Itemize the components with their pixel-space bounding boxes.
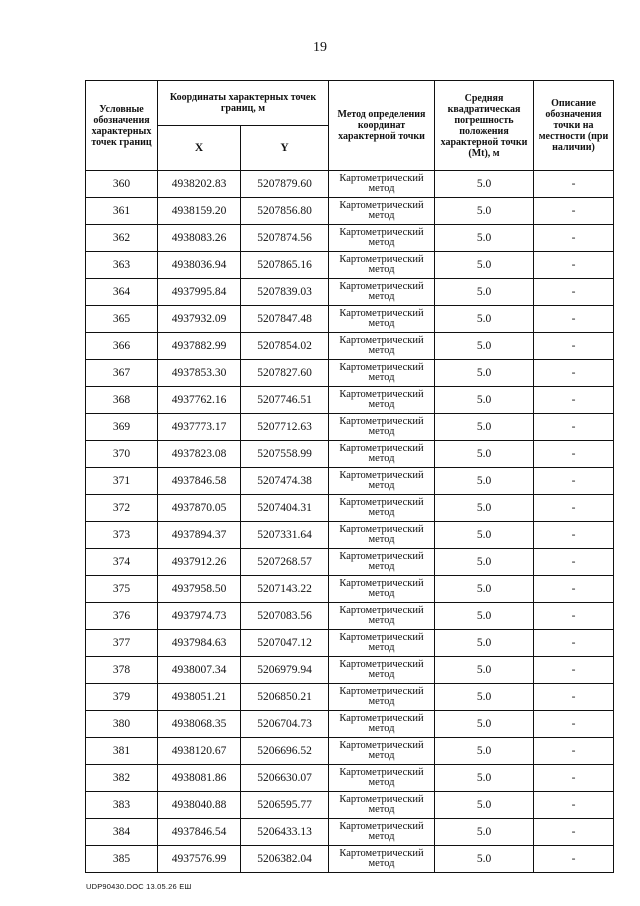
- table-row: [86, 765, 614, 792]
- cell-point: 382: [86, 765, 158, 792]
- cell-description: -: [534, 738, 614, 765]
- cell-x: 4937846.54: [158, 819, 241, 846]
- table-row: [86, 603, 614, 630]
- cell-y: 5207847.48: [241, 306, 329, 333]
- cell-x: 4937773.17: [158, 414, 241, 441]
- cell-y: 5207143.22: [241, 576, 329, 603]
- cell-accuracy: 5.0: [435, 657, 534, 684]
- header-accuracy: Средняя квадратическая погрешность положения характерной точки (Mt), м: [435, 81, 534, 171]
- cell-method: Картометрический метод: [329, 495, 435, 522]
- cell-accuracy: 5.0: [435, 684, 534, 711]
- cell-method: Картометрический метод: [329, 360, 435, 387]
- cell-method: Картометрический метод: [329, 819, 435, 846]
- table-row: [86, 468, 614, 495]
- table-row: [86, 792, 614, 819]
- page-number: 19: [313, 40, 327, 55]
- cell-y: 5207331.64: [241, 522, 329, 549]
- table-row: [86, 711, 614, 738]
- cell-y: 5206433.13: [241, 819, 329, 846]
- cell-x: 4938051.21: [158, 684, 241, 711]
- cell-y: 5207558.99: [241, 441, 329, 468]
- cell-description: -: [534, 792, 614, 819]
- table-row: [86, 576, 614, 603]
- header-coords: Координаты характерных точек границ, м: [158, 81, 329, 126]
- cell-x: 4937958.50: [158, 576, 241, 603]
- cell-description: -: [534, 279, 614, 306]
- cell-y: 5207827.60: [241, 360, 329, 387]
- cell-method: Картометрический метод: [329, 792, 435, 819]
- table-row: [86, 171, 614, 198]
- cell-y: 5207474.38: [241, 468, 329, 495]
- cell-method: Картометрический метод: [329, 684, 435, 711]
- table-row: [86, 495, 614, 522]
- cell-point: 379: [86, 684, 158, 711]
- cell-x: 4937576.99: [158, 846, 241, 873]
- cell-method: Картометрический метод: [329, 549, 435, 576]
- cell-accuracy: 5.0: [435, 225, 534, 252]
- cell-y: 5207404.31: [241, 495, 329, 522]
- cell-point: 372: [86, 495, 158, 522]
- table-row: [86, 549, 614, 576]
- cell-accuracy: 5.0: [435, 414, 534, 441]
- table-row: [86, 225, 614, 252]
- cell-point: 364: [86, 279, 158, 306]
- cell-description: -: [534, 360, 614, 387]
- cell-y: 5206850.21: [241, 684, 329, 711]
- cell-y: 5207874.56: [241, 225, 329, 252]
- table-row: [86, 684, 614, 711]
- cell-accuracy: 5.0: [435, 360, 534, 387]
- cell-x: 4937912.26: [158, 549, 241, 576]
- cell-y: 5206630.07: [241, 765, 329, 792]
- cell-x: 4938159.20: [158, 198, 241, 225]
- cell-accuracy: 5.0: [435, 711, 534, 738]
- cell-x: 4937995.84: [158, 279, 241, 306]
- cell-point: 369: [86, 414, 158, 441]
- cell-method: Картометрический метод: [329, 846, 435, 873]
- cell-accuracy: 5.0: [435, 252, 534, 279]
- cell-method: Картометрический метод: [329, 279, 435, 306]
- cell-point: 374: [86, 549, 158, 576]
- table-row: [86, 846, 614, 873]
- cell-y: 5206704.73: [241, 711, 329, 738]
- cell-x: 4938068.35: [158, 711, 241, 738]
- cell-method: Картометрический метод: [329, 198, 435, 225]
- cell-point: 360: [86, 171, 158, 198]
- cell-point: 376: [86, 603, 158, 630]
- cell-point: 378: [86, 657, 158, 684]
- cell-x: 4937932.09: [158, 306, 241, 333]
- cell-x: 4937974.73: [158, 603, 241, 630]
- cell-x: 4938202.83: [158, 171, 241, 198]
- cell-description: -: [534, 657, 614, 684]
- cell-x: 4938120.67: [158, 738, 241, 765]
- table-row: [86, 279, 614, 306]
- header-method: Метод определения координат характерной точки: [329, 81, 435, 171]
- cell-x: 4938036.94: [158, 252, 241, 279]
- cell-method: Картометрический метод: [329, 171, 435, 198]
- cell-accuracy: 5.0: [435, 198, 534, 225]
- table-row: [86, 252, 614, 279]
- table-row: [86, 387, 614, 414]
- cell-y: 5207839.03: [241, 279, 329, 306]
- cell-x: 4937984.63: [158, 630, 241, 657]
- cell-method: Картометрический метод: [329, 441, 435, 468]
- cell-description: -: [534, 684, 614, 711]
- cell-accuracy: 5.0: [435, 468, 534, 495]
- cell-method: Картометрический метод: [329, 576, 435, 603]
- cell-method: Картометрический метод: [329, 657, 435, 684]
- cell-point: 384: [86, 819, 158, 846]
- cell-x: 4938040.88: [158, 792, 241, 819]
- table-row: [86, 414, 614, 441]
- cell-point: 365: [86, 306, 158, 333]
- cell-method: Картометрический метод: [329, 414, 435, 441]
- cell-accuracy: 5.0: [435, 279, 534, 306]
- coordinates-table: [85, 80, 614, 873]
- cell-y: 5206382.04: [241, 846, 329, 873]
- cell-description: -: [534, 495, 614, 522]
- cell-y: 5207746.51: [241, 387, 329, 414]
- cell-description: -: [534, 225, 614, 252]
- header-point: Условные обозначения характерных точек границ: [86, 81, 158, 171]
- cell-point: 381: [86, 738, 158, 765]
- cell-description: -: [534, 711, 614, 738]
- table-row: [86, 441, 614, 468]
- cell-point: 377: [86, 630, 158, 657]
- table-row: [86, 306, 614, 333]
- cell-y: 5207854.02: [241, 333, 329, 360]
- cell-y: 5207268.57: [241, 549, 329, 576]
- cell-accuracy: 5.0: [435, 738, 534, 765]
- cell-description: -: [534, 765, 614, 792]
- cell-point: 380: [86, 711, 158, 738]
- cell-accuracy: 5.0: [435, 819, 534, 846]
- header-x: X: [158, 126, 241, 171]
- table-row: [86, 522, 614, 549]
- cell-method: Картометрический метод: [329, 603, 435, 630]
- cell-y: 5207856.80: [241, 198, 329, 225]
- cell-description: -: [534, 414, 614, 441]
- cell-accuracy: 5.0: [435, 306, 534, 333]
- cell-description: -: [534, 846, 614, 873]
- cell-x: 4937853.30: [158, 360, 241, 387]
- cell-accuracy: 5.0: [435, 792, 534, 819]
- cell-accuracy: 5.0: [435, 387, 534, 414]
- cell-description: -: [534, 198, 614, 225]
- cell-method: Картометрический метод: [329, 306, 435, 333]
- cell-point: 362: [86, 225, 158, 252]
- table-row: [86, 738, 614, 765]
- cell-point: 385: [86, 846, 158, 873]
- cell-description: -: [534, 441, 614, 468]
- cell-method: Картометрический метод: [329, 225, 435, 252]
- cell-method: Картометрический метод: [329, 387, 435, 414]
- cell-x: 4937894.37: [158, 522, 241, 549]
- cell-y: 5206696.52: [241, 738, 329, 765]
- cell-y: 5206979.94: [241, 657, 329, 684]
- cell-description: -: [534, 549, 614, 576]
- cell-method: Картометрический метод: [329, 630, 435, 657]
- cell-description: -: [534, 630, 614, 657]
- table-row: [86, 333, 614, 360]
- cell-point: 363: [86, 252, 158, 279]
- cell-x: 4937846.58: [158, 468, 241, 495]
- cell-accuracy: 5.0: [435, 630, 534, 657]
- cell-description: -: [534, 252, 614, 279]
- cell-x: 4937882.99: [158, 333, 241, 360]
- cell-description: -: [534, 576, 614, 603]
- cell-accuracy: 5.0: [435, 765, 534, 792]
- cell-method: Картометрический метод: [329, 711, 435, 738]
- cell-y: 5206595.77: [241, 792, 329, 819]
- cell-accuracy: 5.0: [435, 576, 534, 603]
- cell-point: 373: [86, 522, 158, 549]
- table-row: [86, 657, 614, 684]
- cell-x: 4938081.86: [158, 765, 241, 792]
- header-y: Y: [241, 126, 329, 171]
- cell-point: 361: [86, 198, 158, 225]
- cell-accuracy: 5.0: [435, 522, 534, 549]
- cell-description: -: [534, 819, 614, 846]
- cell-y: 5207865.16: [241, 252, 329, 279]
- cell-description: -: [534, 603, 614, 630]
- cell-accuracy: 5.0: [435, 846, 534, 873]
- cell-point: 375: [86, 576, 158, 603]
- cell-x: 4937762.16: [158, 387, 241, 414]
- cell-description: -: [534, 171, 614, 198]
- table-row: [86, 198, 614, 225]
- cell-x: 4938007.34: [158, 657, 241, 684]
- cell-accuracy: 5.0: [435, 441, 534, 468]
- cell-description: -: [534, 333, 614, 360]
- table-row: [86, 819, 614, 846]
- cell-point: 370: [86, 441, 158, 468]
- cell-point: 368: [86, 387, 158, 414]
- cell-accuracy: 5.0: [435, 549, 534, 576]
- cell-method: Картометрический метод: [329, 522, 435, 549]
- cell-y: 5207879.60: [241, 171, 329, 198]
- cell-method: Картометрический метод: [329, 333, 435, 360]
- cell-description: -: [534, 306, 614, 333]
- cell-description: -: [534, 387, 614, 414]
- cell-accuracy: 5.0: [435, 603, 534, 630]
- cell-y: 5207083.56: [241, 603, 329, 630]
- cell-method: Картометрический метод: [329, 738, 435, 765]
- cell-point: 371: [86, 468, 158, 495]
- cell-description: -: [534, 522, 614, 549]
- cell-x: 4937823.08: [158, 441, 241, 468]
- cell-accuracy: 5.0: [435, 171, 534, 198]
- cell-point: 367: [86, 360, 158, 387]
- cell-method: Картометрический метод: [329, 765, 435, 792]
- cell-point: 366: [86, 333, 158, 360]
- cell-y: 5207047.12: [241, 630, 329, 657]
- cell-y: 5207712.63: [241, 414, 329, 441]
- table-row: [86, 630, 614, 657]
- cell-method: Картометрический метод: [329, 468, 435, 495]
- cell-x: 4938083.26: [158, 225, 241, 252]
- cell-accuracy: 5.0: [435, 333, 534, 360]
- cell-accuracy: 5.0: [435, 495, 534, 522]
- cell-description: -: [534, 468, 614, 495]
- cell-point: 383: [86, 792, 158, 819]
- header-description: Описание обозначения точки на местности (при наличии): [534, 81, 614, 171]
- footer-doc-id: UDP90430.DOC 13.05.26 ЕШ: [86, 882, 192, 891]
- cell-method: Картометрический метод: [329, 252, 435, 279]
- table-row: [86, 360, 614, 387]
- cell-x: 4937870.05: [158, 495, 241, 522]
